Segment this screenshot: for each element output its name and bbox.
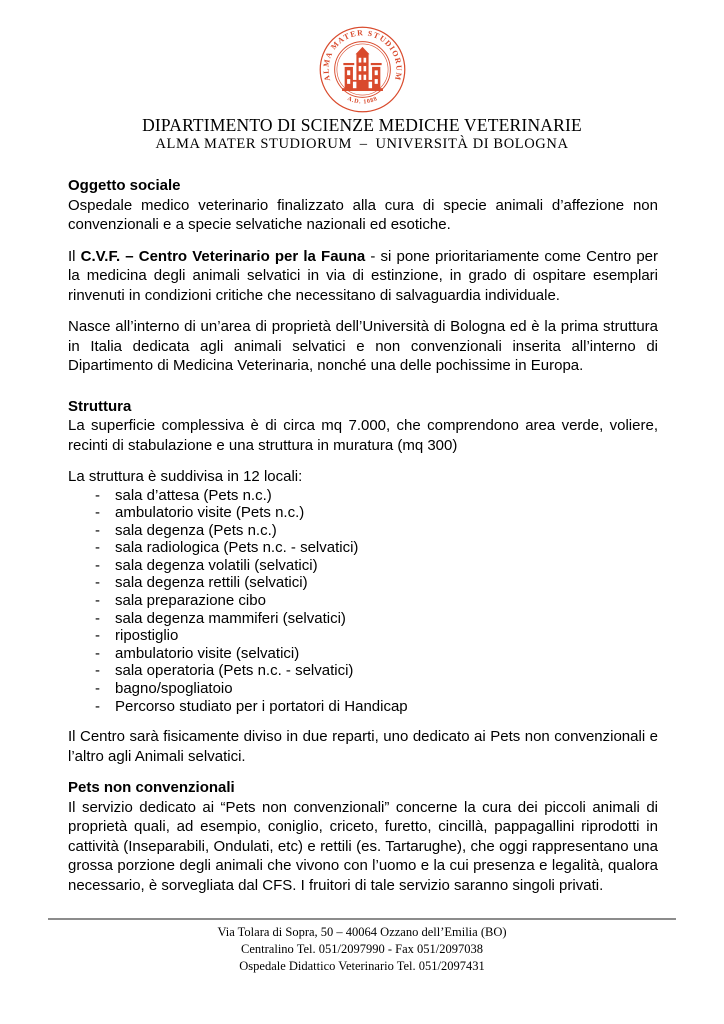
list-item <box>68 504 658 522</box>
list-item-label: sala d’attesa (Pets n.c.) <box>115 486 272 504</box>
list-item-label: bagno/spogliatoio <box>115 680 233 698</box>
cvf-prefix: Il <box>68 247 81 265</box>
cvf-rest: - si pone prioritariamente come Centro per la medicina degli animali selvatici in via di estinzione, in grado di ospitare esemplari rinvenuti in condizioni critiche che necessitano di salvaguardia individuale. <box>68 247 659 304</box>
list-dash: - <box>95 556 100 574</box>
list-item-label: sala radiologica (Pets n.c. - selvatici) <box>115 539 359 557</box>
section-oggetto-sociale <box>68 176 658 235</box>
list-item <box>68 574 658 592</box>
list-dash: - <box>95 662 100 680</box>
seal-ring-text-top: ALMA MATER STUDIORUM <box>320 28 403 83</box>
section-pets <box>68 778 658 895</box>
list-item <box>68 627 658 645</box>
list-item-label: sala preparazione cibo <box>115 592 266 610</box>
list-item <box>68 557 658 575</box>
list-item-label: sala degenza (Pets n.c.) <box>115 521 277 539</box>
page-subtitle: ALMA MATER STUDIORUM – UNIVERSITÀ DI BOLOGNA <box>155 136 569 152</box>
list-item <box>68 522 658 540</box>
list-item-label: Percorso studiato per i portatori di Handicap <box>115 697 408 715</box>
list-item <box>68 592 658 610</box>
section-heading: Pets non convenzionali <box>68 779 235 797</box>
cvf-name: C.V.F. – Centro Veterinario per la Fauna <box>80 247 366 265</box>
list-dash: - <box>95 539 100 557</box>
list-item-label: sala degenza volatili (selvatici) <box>115 556 318 574</box>
section-heading: Struttura <box>68 397 132 415</box>
list-dash: - <box>95 574 100 592</box>
section-heading: Oggetto sociale <box>68 177 181 194</box>
section-struttura <box>68 397 658 716</box>
list-item-label: ambulatorio visite (selvatici) <box>115 644 300 662</box>
list-dash: - <box>95 592 100 610</box>
section-cvf <box>68 247 658 376</box>
list-dash: - <box>95 680 100 698</box>
document-body <box>68 176 658 895</box>
list-item <box>68 698 658 716</box>
list-item-label: ripostiglio <box>115 627 179 645</box>
list-dash: - <box>95 521 100 539</box>
list-dash: - <box>95 644 100 662</box>
paragraph: La superficie complessiva è di circa mq 7.000, che comprendono area verde, voliere, recinti di stabulazione e una struttura in muratura (mq 300) <box>68 417 658 454</box>
list-item-label: sala degenza rettili (selvatici) <box>115 574 308 592</box>
paragraph: Ospedale medico veterinario finalizzato alla cura di specie animali d’affezione non convenzionali e a specie selvatiche nazionali ed esotiche. <box>68 196 658 233</box>
page-title: DIPARTIMENTO DI SCIENZE MEDICHE VETERINARIE <box>142 115 582 135</box>
list-item <box>68 662 658 680</box>
list-item <box>68 680 658 698</box>
list-intro: La struttura è suddivisa in 12 locali: <box>68 468 303 485</box>
paragraph <box>68 247 658 306</box>
footer-address: Via Tolara di Sopra, 50 – 40064 Ozzano dell’Emilia (BO) <box>217 925 507 939</box>
paragraph: Nasce all’interno di un’area di proprietà dell’Università di Bologna ed è la prima struttura in Italia dedicata agli animali selvatici e non convenzionali inserita all’interno di Dipartimento di Medicina Veterinaria, nonché una delle pochissime in Europa. <box>68 318 658 374</box>
document-header <box>0 0 724 153</box>
seal-towers-icon <box>342 47 383 91</box>
footer-phones: Centralino Tel. 051/2097990 - Fax 051/2097038 <box>241 942 483 956</box>
paragraph: Il servizio dedicato ai “Pets non convenzionali” concerne la cura dei piccoli animali di proprietà quali, ad esempio, coniglio, criceto, furetto, cincillà, pappagallini riprodotti in cattività (Inseparabili, Ondulati, etc) e rettili (es. Tartarughe), che oggi rappresentano una grossa porzione degli animali che vivono con l’uomo e la cui presenza e legalità, qualora necessario, è sorvegliata dal CFS. I fruitori di tale servizio saranno singoli privati. <box>68 798 658 894</box>
seal-ring-text-bottom: A.D. 1088 <box>345 96 379 106</box>
list-dash: - <box>95 627 100 645</box>
section-reparti <box>68 727 658 766</box>
locali-list <box>68 487 658 716</box>
footer-hospital: Ospedale Didattico Veterinario Tel. 051/2097431 <box>239 959 485 973</box>
list-dash: - <box>95 697 100 715</box>
list-item-label: sala degenza mammiferi (selvatici) <box>115 609 346 627</box>
list-dash: - <box>95 609 100 627</box>
list-item <box>68 645 658 663</box>
list-item <box>68 487 658 505</box>
university-seal-logo <box>319 26 406 113</box>
document-footer <box>48 918 676 975</box>
list-item-label: sala operatoria (Pets n.c. - selvatici) <box>115 662 354 680</box>
list-item <box>68 539 658 557</box>
list-item <box>68 610 658 628</box>
list-dash: - <box>95 486 100 504</box>
list-item-label: ambulatorio visite (Pets n.c.) <box>115 504 305 522</box>
list-dash: - <box>95 504 100 522</box>
paragraph: Il Centro sarà fisicamente diviso in due reparti, uno dedicato ai Pets non convenzionali e l’altro agli Animali selvatici. <box>68 728 658 765</box>
